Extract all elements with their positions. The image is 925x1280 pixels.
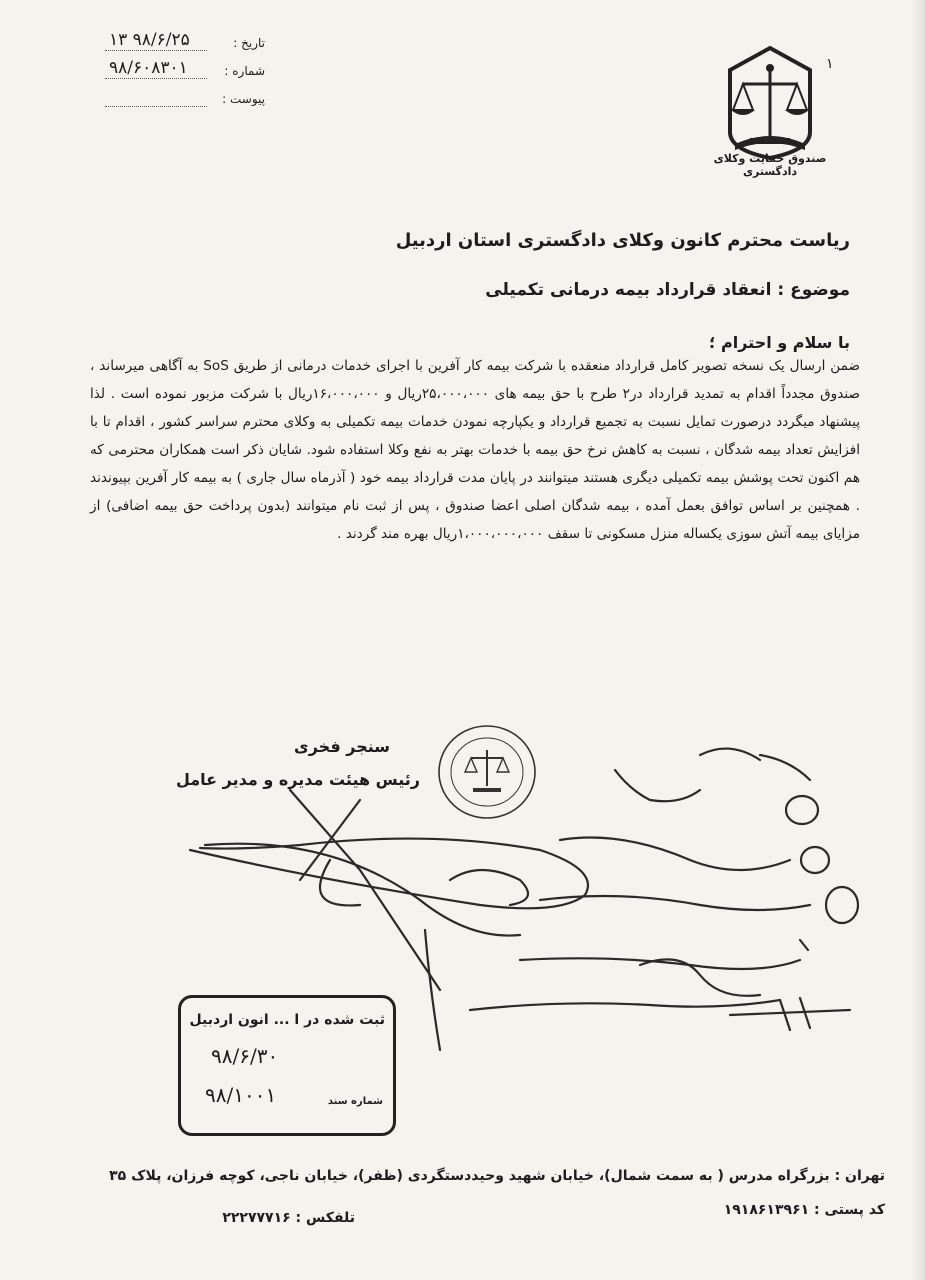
footer-address: تهران : بزرگراه مدرس ( به سمت شمال)، خیابان شهید وحیددستگردی (ظفر)، خیابان ناجی، کوچه فرزان، پلاک ۳۵ — [109, 1168, 885, 1184]
letter-meta — [95, 30, 265, 114]
number-value: ۹۸/۶۰۸۳۰۱ — [109, 58, 188, 78]
footer-fax: تلفکس : ۲۲۲۷۷۷۱۶ — [222, 1210, 355, 1226]
date-label: تاریخ : — [233, 36, 265, 50]
stamp-number: ۹۸/۱۰۰۱ — [205, 1083, 277, 1107]
registration-stamp — [178, 995, 396, 1136]
stamp-title: ثبت شده در ا ... انون اردبیل — [189, 1012, 385, 1028]
official-seal — [435, 720, 540, 825]
page-edge-shadow — [911, 0, 925, 1280]
subject: موضوع : انعقاد قرارداد بیمه درمانی تکمیلی — [485, 280, 850, 300]
signer-name: سنجر فخری — [294, 737, 390, 756]
greeting: با سلام و احترام ؛ — [709, 333, 850, 352]
number-label: شماره : — [224, 64, 265, 78]
recipient: ریاست محترم کانون وکلای دادگستری استان اردبیل — [395, 230, 850, 251]
footer-postal-code: کد پستی : ۱۹۱۸۶۱۳۹۶۱ — [723, 1202, 885, 1218]
stamp-number-label: شماره سند — [327, 1096, 383, 1107]
org-name: صندوق حمایت وکلای دادگستری — [713, 152, 827, 178]
date-value: ۱۳ ۹۸/۶/۲۵ — [109, 30, 190, 50]
attachment-label: پیوست : — [222, 92, 265, 106]
letter-body: ضمن ارسال یک نسخه تصویر کامل قرارداد منعقده با شرکت بیمه کار آفرین با اجرای خدمات درمانی از طریق SoS به آگاهی میرساند ، صندوق مجدداً اقدام به تمدید قرارداد در۲ طرح با حق بیمه های ۲۵،۰۰۰،۰۰۰ریال و ۱۶،۰۰۰،۰۰۰ریال با شرکت مزبور نموده است . لذا پیشنهاد میگردد درصورت تمایل نسبت به تجمیع قرارداد و یکپارچه نمودن خدمات بیمه تکمیلی به وکلای محترم سراسر کشور ، اقدام تا با افزایش تعداد بیمه شدگان ، نسبت به کاهش نرخ حق بیمه با خدمات بهتر به نفع وکلا استفاده شود. شایان ذکر است همکاران محترمی که هم اکنون تحت پوشش بیمه تکمیلی دیگری هستند میتوانند در پایان مدت قرارداد بیمه خود ( آذرماه سال جاری ) به بیمه کار آفرین بپیوندند . همچنین بر اساس توافق بعمل آمده ، بیمه شدگان اصلی اعضا صندوق ، پس از ثبت نام میتوانند (بدون پرداخت حق بیمه اضافی) از مزایای بیمه آتش سوزی یکساله منزل مسکونی تا سقف ۱،۰۰۰،۰۰۰،۰۰۰ریال بهره مند گردند . — [90, 358, 860, 542]
attachment-row — [95, 86, 265, 114]
date-row — [95, 30, 265, 58]
number-row — [95, 58, 265, 86]
corner-mark: ۱ — [826, 56, 834, 72]
signer-title: رئیس هیئت مدیره و مدیر عامل — [175, 770, 420, 789]
stamp-date: ۹۸/۶/۳۰ — [211, 1044, 279, 1068]
